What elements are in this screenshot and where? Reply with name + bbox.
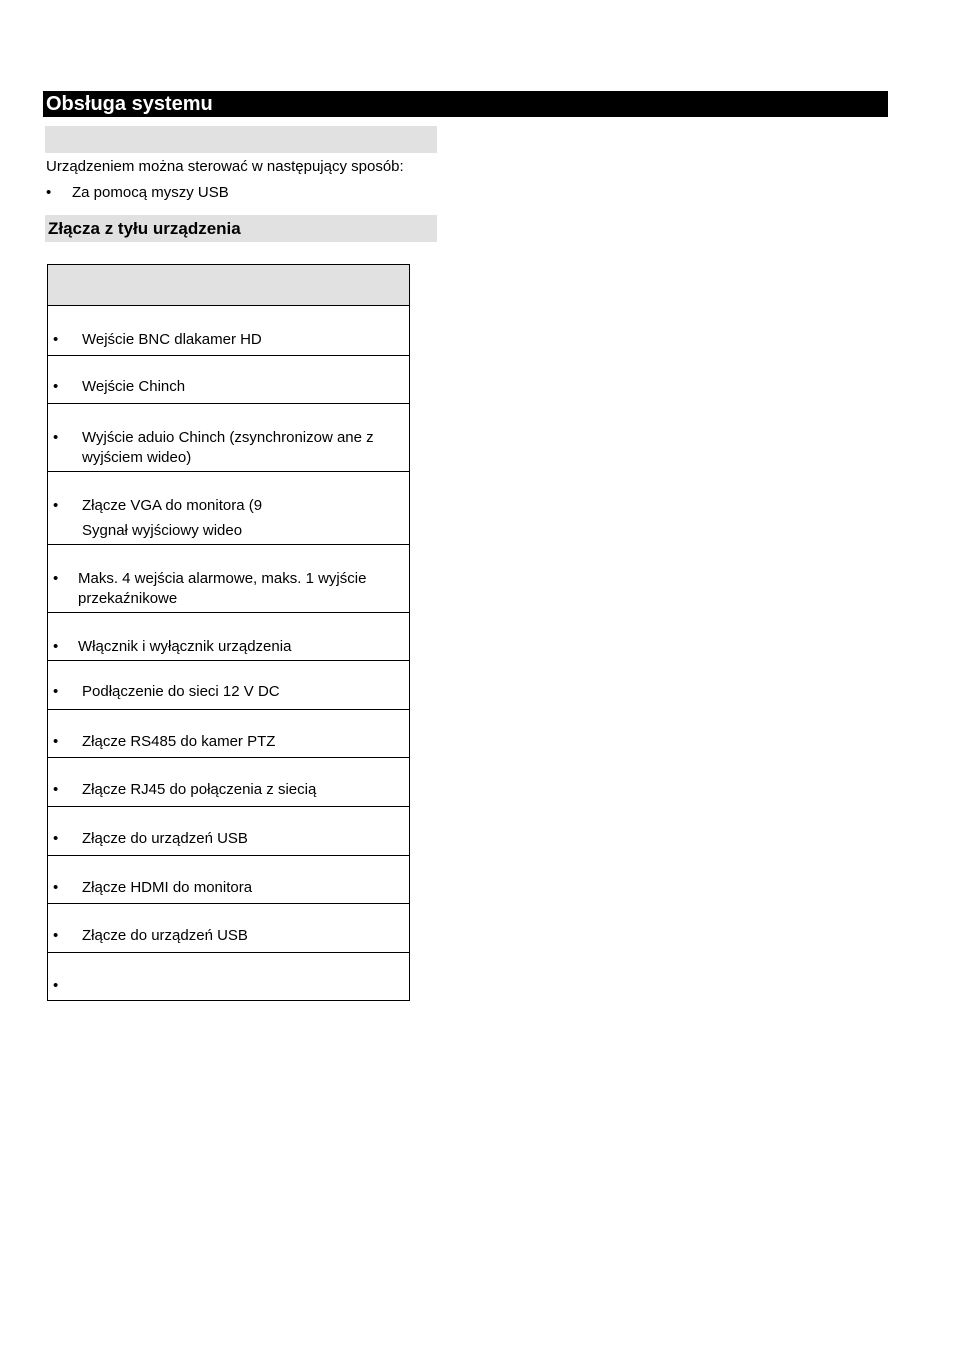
table-row xyxy=(48,807,409,856)
connector-line-1: Złącze HDMI do monitora xyxy=(82,879,253,896)
bullet: • xyxy=(53,497,59,514)
connector-description xyxy=(82,330,399,350)
bullet: • xyxy=(53,830,59,847)
bullet: • xyxy=(53,781,59,798)
bullet: • xyxy=(53,733,59,750)
bullet: • xyxy=(46,184,52,201)
connector-line-2: przekaźnikowe xyxy=(78,590,178,607)
table-row xyxy=(48,953,409,1000)
connector-line-1: Podłączenie do sieci 12 V DC xyxy=(82,683,280,700)
table-row xyxy=(48,545,409,613)
bullet: • xyxy=(53,977,59,994)
bullet: • xyxy=(53,378,59,395)
subsection-bar xyxy=(45,126,437,153)
connectors-table xyxy=(47,264,410,1001)
connector-line-1: Włącznik i wyłącznik urządzenia xyxy=(78,638,292,655)
table-row xyxy=(48,758,409,807)
bullet: • xyxy=(53,879,59,896)
connector-line-1: Wejście Chinch xyxy=(82,378,186,395)
connector-description xyxy=(78,637,399,657)
connector-line-1: Złącze do urządzeń USB xyxy=(82,927,248,944)
bullet: • xyxy=(53,927,59,944)
bullet: • xyxy=(53,638,59,655)
connector-description xyxy=(82,780,399,800)
bullet: • xyxy=(53,429,59,446)
table-row xyxy=(48,710,409,758)
connector-description xyxy=(82,428,399,468)
connector-line-1: Wejście BNC dlakamer HD xyxy=(82,331,262,348)
control-method-label: Za pomocą myszy USB xyxy=(72,184,229,201)
table-row xyxy=(48,306,409,356)
connector-description xyxy=(82,878,399,898)
bullet: • xyxy=(53,331,59,348)
table-header xyxy=(48,265,409,306)
intro-text: Urządzeniem można sterować w następujący sposób: xyxy=(46,158,404,175)
connector-line-1: Wyjście aduio Chinch (zsynchronizow ane z xyxy=(82,429,374,446)
table-row xyxy=(48,404,409,472)
connectors-heading: Złącza z tyłu urządzenia xyxy=(45,215,437,242)
table-row xyxy=(48,472,409,545)
connector-description xyxy=(78,569,399,609)
connector-description xyxy=(82,732,399,752)
connector-description xyxy=(82,829,399,849)
connector-line-2: Sygnał wyjściowy wideo xyxy=(82,522,243,539)
bullet: • xyxy=(53,570,59,587)
connector-description xyxy=(82,496,399,541)
connector-line-1: Maks. 4 wejścia alarmowe, maks. 1 wyjście xyxy=(78,570,367,587)
table-row xyxy=(48,904,409,953)
connector-line-1: Złącze do urządzeń USB xyxy=(82,830,248,847)
connector-line-2: wyjściem wideo) xyxy=(82,449,192,466)
connector-line-1: Złącze VGA do monitora (9 xyxy=(82,497,263,514)
bullet: • xyxy=(53,683,59,700)
table-row xyxy=(48,613,409,661)
connector-description xyxy=(82,682,399,702)
section-title: Obsługa systemu xyxy=(43,91,888,117)
connector-description xyxy=(82,377,399,397)
connector-line-1: Złącze RJ45 do połączenia z siecią xyxy=(82,781,317,798)
connector-line-1: Złącze RS485 do kamer PTZ xyxy=(82,733,276,750)
table-row xyxy=(48,356,409,404)
table-row xyxy=(48,661,409,710)
table-row xyxy=(48,856,409,904)
connector-description xyxy=(82,926,399,946)
